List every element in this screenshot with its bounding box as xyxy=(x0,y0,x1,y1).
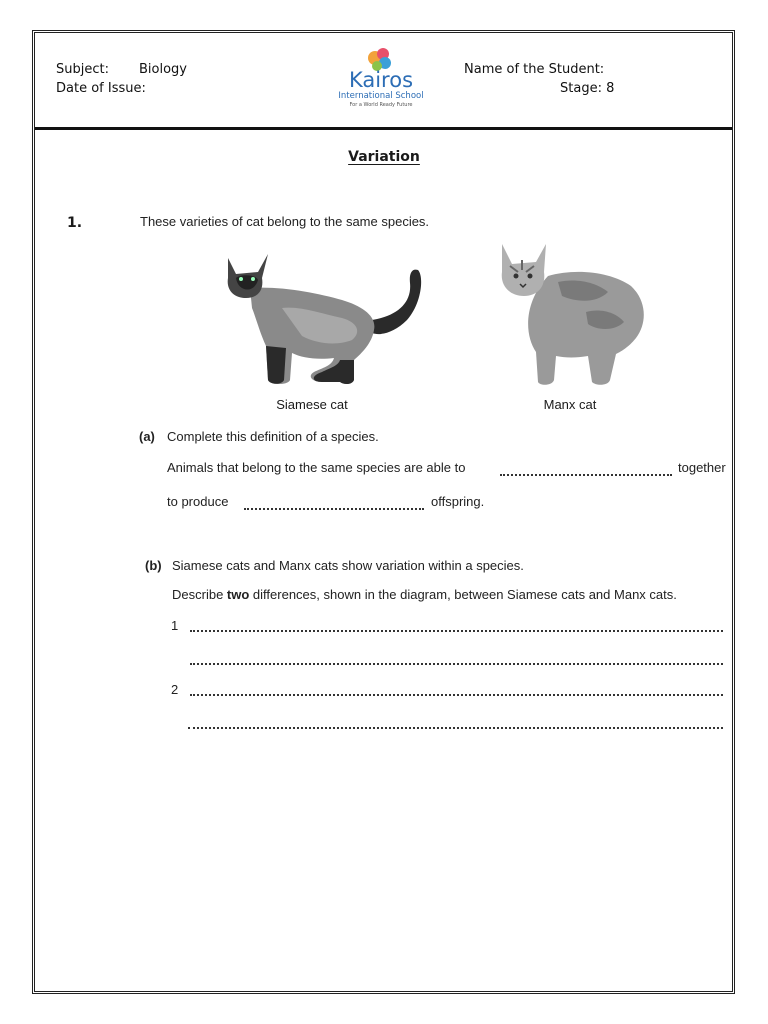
part-a-line1-text: Animals that belong to the same species are able to xyxy=(167,460,466,475)
logo-balloons-icon xyxy=(335,44,431,110)
svg-text:International School: International School xyxy=(338,91,424,101)
date-of-issue-label: Date of Issue: xyxy=(56,81,146,96)
part-b-label: (b) xyxy=(145,558,162,573)
part-b-instruction: Describe two differences, shown in the diagram, between Siamese cats and Manx cats. xyxy=(172,587,677,602)
siamese-cat-image xyxy=(222,248,427,390)
question-intro: These varieties of cat belong to the same species. xyxy=(140,214,430,229)
answer-line-2b[interactable] xyxy=(188,727,723,729)
question-number: 1. xyxy=(67,215,83,231)
answer-number-2: 2 xyxy=(171,682,179,697)
part-a-line2-text: to produce xyxy=(167,494,229,509)
answer-blank-2[interactable] xyxy=(244,508,424,510)
part-a-prompt: Complete this definition of a species. xyxy=(167,429,379,444)
svg-text:Kairos: Kairos xyxy=(348,68,414,92)
part-a-line1-end: together xyxy=(678,460,726,475)
school-logo xyxy=(335,44,431,110)
siamese-cat-caption: Siamese cat xyxy=(276,397,348,412)
subject-label: Subject: xyxy=(56,62,109,77)
part-a-label: (a) xyxy=(139,429,155,444)
subject-value: Biology xyxy=(139,62,187,77)
answer-number-1: 1 xyxy=(171,618,179,633)
answer-blank-1[interactable] xyxy=(500,474,672,476)
answer-line-2a[interactable] xyxy=(190,694,723,696)
manx-cat-caption: Manx cat xyxy=(543,397,597,412)
header-divider xyxy=(35,127,732,130)
page-border xyxy=(32,30,735,994)
answer-line-1b[interactable] xyxy=(190,663,723,665)
part-a-line2-end: offspring. xyxy=(431,494,485,509)
manx-cat-image xyxy=(496,242,648,388)
page-title: Variation xyxy=(348,149,420,165)
part-b-prompt: Siamese cats and Manx cats show variation within a species. xyxy=(172,558,524,573)
student-name-label: Name of the Student: xyxy=(464,62,605,77)
stage-label: Stage: 8 xyxy=(560,81,615,96)
answer-line-1a[interactable] xyxy=(190,630,723,632)
svg-text:For a World Ready Future: For a World Ready Future xyxy=(349,102,413,108)
